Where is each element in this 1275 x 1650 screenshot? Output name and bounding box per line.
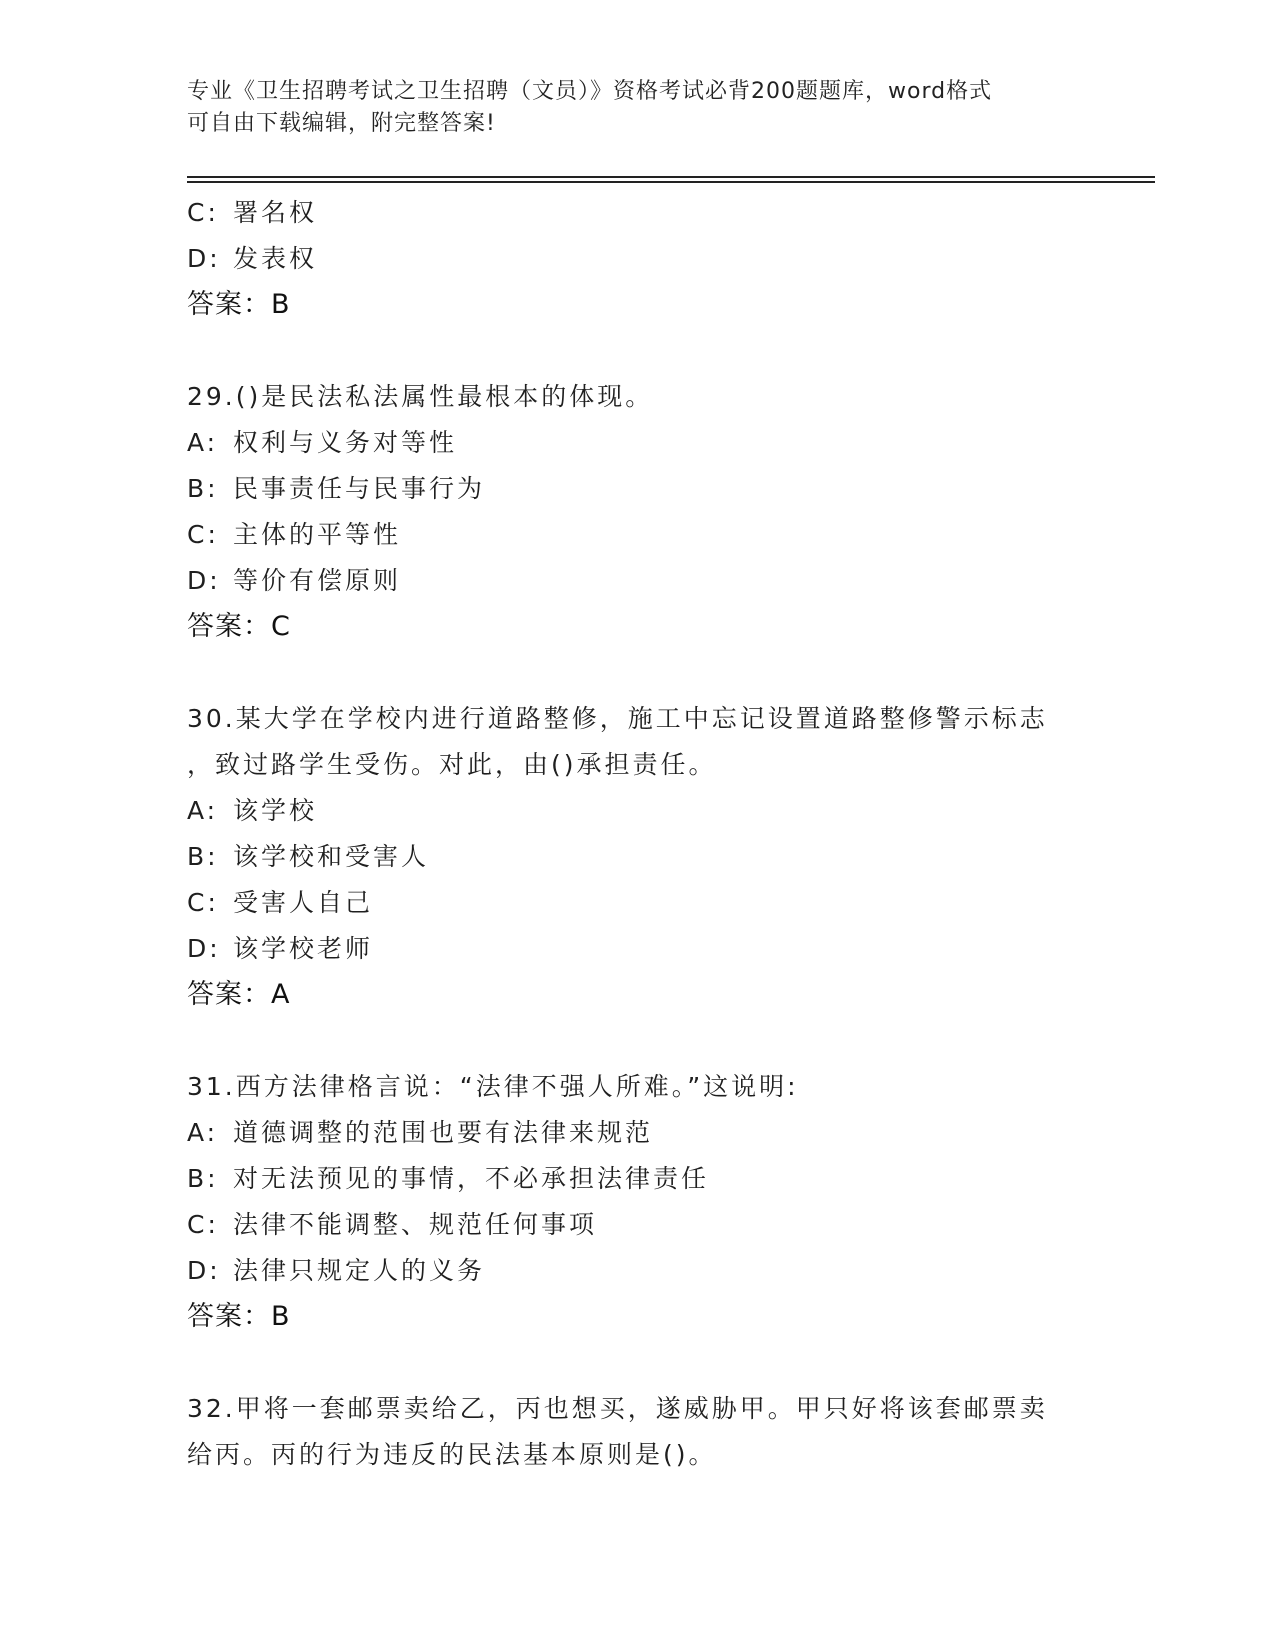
option-a (187, 420, 1087, 466)
option-text: 该学校 (233, 796, 318, 825)
option-key: A: (187, 1118, 219, 1147)
option-key: C: (187, 198, 219, 227)
option-b (187, 466, 1087, 512)
option-c (187, 1202, 1087, 1248)
option-key: A: (187, 796, 219, 825)
option-text: 该学校和受害人 (233, 842, 430, 871)
answer-line: 答案：C (187, 611, 291, 642)
option-text: 署名权 (233, 198, 318, 227)
question-28-tail (187, 190, 1087, 328)
option-text: 法律不能调整、规范任何事项 (233, 1210, 598, 1239)
answer-line: 答案：A (187, 979, 291, 1010)
option-text: 该学校老师 (233, 934, 374, 963)
option-key: D: (187, 566, 221, 595)
option-key: A: (187, 428, 219, 457)
option-text: 道德调整的范围也要有法律来规范 (233, 1118, 654, 1147)
option-text: 民事责任与民事行为 (233, 474, 486, 503)
question-30 (187, 696, 1087, 1018)
header-title-line-1: 专业《卫生招聘考试之卫生招聘（文员）》资格考试必背200题题库，word格式 (187, 79, 993, 104)
option-d (187, 558, 1087, 604)
question-31 (187, 1064, 1087, 1340)
option-a (187, 788, 1087, 834)
option-text: 权利与义务对等性 (233, 428, 458, 457)
question-list (187, 190, 1087, 1478)
option-c (187, 512, 1087, 558)
option-key: D: (187, 1256, 221, 1285)
option-text: 对无法预见的事情，不必承担法律责任 (233, 1164, 710, 1193)
question-stem-continued: ，致过路学生受伤。对此，由()承担责任。 (187, 750, 717, 779)
header-title-line-2: 可自由下载编辑，附完整答案! (187, 111, 496, 136)
option-key: B: (187, 1164, 219, 1193)
header-divider-top (187, 176, 1155, 178)
option-b (187, 834, 1087, 880)
option-a (187, 1110, 1087, 1156)
option-text: 主体的平等性 (233, 520, 402, 549)
option-text: 等价有偿原则 (233, 566, 402, 595)
answer-line: 答案：B (187, 289, 291, 320)
option-d (187, 236, 1087, 282)
spacer (187, 650, 1087, 696)
option-c (187, 190, 1087, 236)
document-header (187, 76, 1087, 140)
question-stem: 31.西方法律格言说：“法律不强人所难。”这说明: (187, 1072, 799, 1101)
question-stem: 30.某大学在学校内进行道路整修，施工中忘记设置道路整修警示标志 (187, 704, 1048, 733)
option-key: C: (187, 1210, 219, 1239)
question-29 (187, 374, 1087, 650)
option-d (187, 926, 1087, 972)
spacer (187, 1340, 1087, 1386)
option-text: 受害人自己 (233, 888, 374, 917)
option-key: C: (187, 888, 219, 917)
option-text: 法律只规定人的义务 (233, 1256, 486, 1285)
option-key: C: (187, 520, 219, 549)
option-c (187, 880, 1087, 926)
answer-line: 答案：B (187, 1301, 291, 1332)
option-key: B: (187, 474, 219, 503)
question-32 (187, 1386, 1087, 1478)
option-b (187, 1156, 1087, 1202)
option-key: B: (187, 842, 219, 871)
question-stem: 29.()是民法私法属性最根本的体现。 (187, 382, 654, 411)
question-stem-continued: 给丙。丙的行为违反的民法基本原则是()。 (187, 1440, 717, 1469)
header-divider-bottom (187, 181, 1155, 183)
spacer (187, 328, 1087, 374)
option-d (187, 1248, 1087, 1294)
spacer (187, 1018, 1087, 1064)
option-key: D: (187, 244, 221, 273)
option-text: 发表权 (233, 244, 318, 273)
option-key: D: (187, 934, 221, 963)
question-stem: 32.甲将一套邮票卖给乙，丙也想买，遂威胁甲。甲只好将该套邮票卖 (187, 1394, 1048, 1423)
